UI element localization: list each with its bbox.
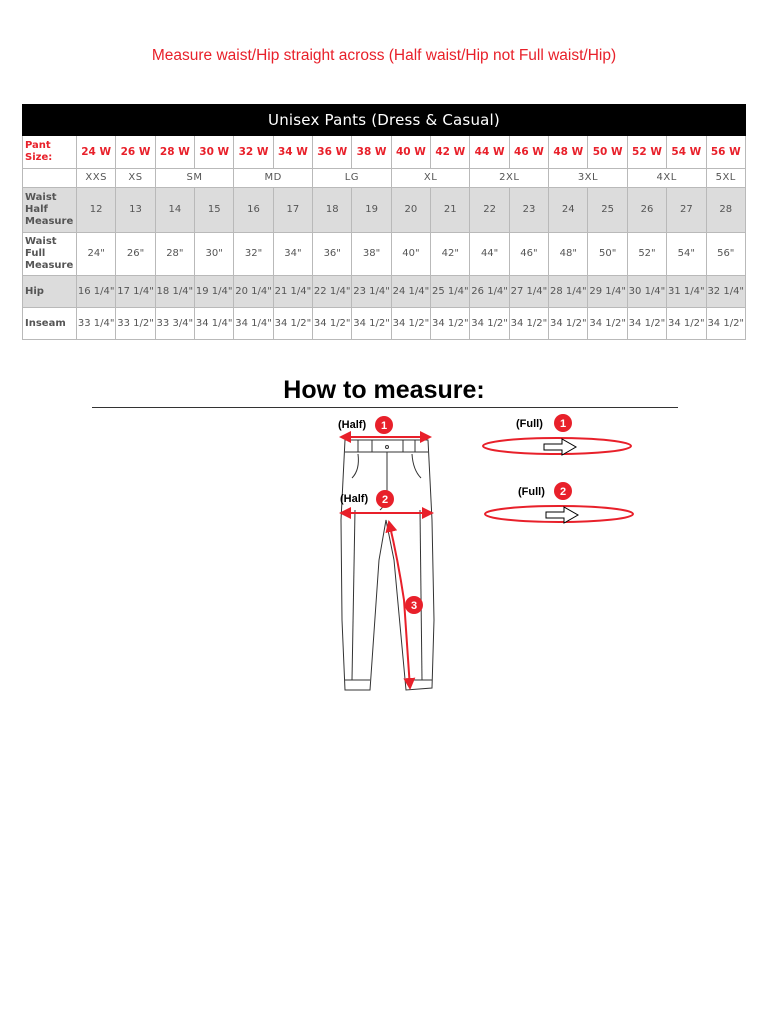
value-cell: 23 1/4"	[352, 276, 391, 308]
value-cell: 25	[588, 188, 627, 233]
value-cell: 34 1/2"	[470, 308, 509, 340]
value-cell: 21 1/4"	[273, 276, 312, 308]
size-cell: 52 W	[627, 136, 666, 169]
size-cell: 30 W	[195, 136, 234, 169]
size-cell: 24 W	[77, 136, 116, 169]
value-cell: 34 1/2"	[588, 308, 627, 340]
alpha-size-cell: LG	[313, 169, 392, 188]
value-cell: 24	[549, 188, 588, 233]
row-label: Inseam	[23, 308, 77, 340]
marker-1-full-icon	[554, 414, 572, 432]
full-hip-arrow-icon	[546, 507, 578, 523]
value-cell: 36"	[313, 233, 352, 276]
measure-notice: Measure waist/Hip straight across (Half waist/Hip not Full waist/Hip)	[151, 47, 617, 64]
size-cell: 40 W	[391, 136, 430, 169]
value-cell: 19 1/4"	[195, 276, 234, 308]
half-label-1: (Half)	[338, 419, 367, 431]
value-cell: 27 1/4"	[509, 276, 548, 308]
size-cell: 28 W	[155, 136, 194, 169]
size-cell: 54 W	[667, 136, 706, 169]
value-cell: 31 1/4"	[667, 276, 706, 308]
value-cell: 28	[706, 188, 746, 233]
row-label: Pant Size:	[23, 136, 77, 169]
value-cell: 33 1/2"	[116, 308, 155, 340]
size-cell: 44 W	[470, 136, 509, 169]
value-cell: 44"	[470, 233, 509, 276]
full-label-1: (Full)	[516, 418, 543, 430]
value-cell: 34 1/2"	[706, 308, 746, 340]
value-cell: 17 1/4"	[116, 276, 155, 308]
pants-illustration	[341, 440, 434, 690]
value-cell: 15	[195, 188, 234, 233]
svg-text:2: 2	[559, 486, 567, 498]
full-label-2: (Full)	[518, 486, 545, 498]
value-cell: 34 1/2"	[627, 308, 666, 340]
value-cell: 34 1/2"	[549, 308, 588, 340]
value-cell: 16 1/4"	[77, 276, 116, 308]
size-cell: 38 W	[352, 136, 391, 169]
size-cell: 46 W	[509, 136, 548, 169]
value-cell: 19	[352, 188, 391, 233]
marker-2-label: 2	[381, 494, 389, 506]
marker-1-label: 1	[380, 420, 388, 432]
alpha-size-cell: SM	[155, 169, 234, 188]
value-cell: 29 1/4"	[588, 276, 627, 308]
value-cell: 26"	[116, 233, 155, 276]
value-cell: 32 1/4"	[706, 276, 746, 308]
full-waist-arrow-icon	[544, 439, 576, 455]
value-cell: 52"	[627, 233, 666, 276]
value-cell: 23	[509, 188, 548, 233]
value-cell: 34 1/2"	[273, 308, 312, 340]
marker-3-label: 3	[410, 600, 418, 612]
alpha-size-cell: 2XL	[470, 169, 549, 188]
chart-title: Unisex Pants (Dress & Casual)	[23, 105, 746, 136]
marker-3-icon	[405, 596, 423, 614]
value-cell: 34 1/2"	[431, 308, 470, 340]
value-cell: 48"	[549, 233, 588, 276]
alpha-size-cell: XL	[391, 169, 470, 188]
value-cell: 12	[77, 188, 116, 233]
value-cell: 54"	[667, 233, 706, 276]
value-cell: 16	[234, 188, 273, 233]
size-cell: 56 W	[706, 136, 746, 169]
marker-1-half-icon	[375, 416, 393, 434]
value-cell: 20	[391, 188, 430, 233]
value-cell: 34"	[273, 233, 312, 276]
alpha-size-cell: XXS	[77, 169, 116, 188]
value-cell: 27	[667, 188, 706, 233]
value-cell: 22	[470, 188, 509, 233]
value-cell: 17	[273, 188, 312, 233]
value-cell: 18 1/4"	[155, 276, 194, 308]
size-cell: 26 W	[116, 136, 155, 169]
value-cell: 46"	[509, 233, 548, 276]
size-cell: 50 W	[588, 136, 627, 169]
value-cell: 32"	[234, 233, 273, 276]
value-cell: 30"	[195, 233, 234, 276]
value-cell: 34 1/4"	[195, 308, 234, 340]
value-cell: 34 1/4"	[234, 308, 273, 340]
value-cell: 28"	[155, 233, 194, 276]
value-cell: 21	[431, 188, 470, 233]
value-cell: 18	[313, 188, 352, 233]
value-cell: 38"	[352, 233, 391, 276]
alpha-size-cell: 3XL	[549, 169, 628, 188]
value-cell: 42"	[431, 233, 470, 276]
value-cell: 56"	[706, 233, 746, 276]
marker-2-half-icon	[376, 490, 394, 508]
value-cell: 25 1/4"	[431, 276, 470, 308]
how-to-measure-heading: How to measure:	[283, 376, 485, 404]
value-cell: 33 3/4"	[155, 308, 194, 340]
value-cell: 34 1/2"	[352, 308, 391, 340]
alpha-size-cell: XS	[116, 169, 155, 188]
value-cell: 26 1/4"	[470, 276, 509, 308]
value-cell: 26	[627, 188, 666, 233]
value-cell: 30 1/4"	[627, 276, 666, 308]
size-cell: 48 W	[549, 136, 588, 169]
alpha-size-cell: 5XL	[706, 169, 746, 188]
value-cell: 33 1/4"	[77, 308, 116, 340]
size-cell: 36 W	[313, 136, 352, 169]
row-label: Waist Half Measure	[23, 188, 77, 233]
value-cell: 24 1/4"	[391, 276, 430, 308]
value-cell: 14	[155, 188, 194, 233]
alpha-size-cell: 4XL	[627, 169, 706, 188]
value-cell: 34 1/2"	[391, 308, 430, 340]
row-label: Waist Full Measure	[23, 233, 77, 276]
size-cell: 32 W	[234, 136, 273, 169]
value-cell: 34 1/2"	[667, 308, 706, 340]
size-cell: 42 W	[431, 136, 470, 169]
value-cell: 22 1/4"	[313, 276, 352, 308]
value-cell: 24"	[77, 233, 116, 276]
row-label: Hip	[23, 276, 77, 308]
half-label-2: (Half)	[340, 493, 369, 505]
value-cell: 34 1/2"	[313, 308, 352, 340]
svg-text:1: 1	[559, 418, 567, 430]
value-cell: 20 1/4"	[234, 276, 273, 308]
value-cell: 34 1/2"	[509, 308, 548, 340]
size-cell: 34 W	[273, 136, 312, 169]
value-cell: 28 1/4"	[549, 276, 588, 308]
value-cell: 50"	[588, 233, 627, 276]
value-cell: 13	[116, 188, 155, 233]
marker-2-full-icon	[554, 482, 572, 500]
alpha-size-cell: MD	[234, 169, 313, 188]
value-cell: 40"	[391, 233, 430, 276]
